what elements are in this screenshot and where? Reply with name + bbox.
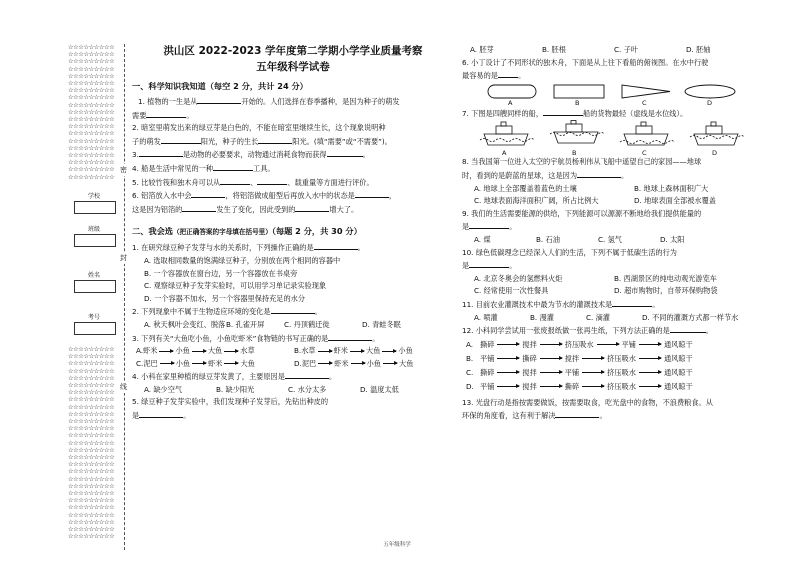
s2-question-7: 7. 下图是四艘同样的船， 船的货物最轻（虚线是水位线）。 <box>462 108 688 118</box>
option[interactable]: C. 观察绿豆种子发芽实验时，可以用学习单记录实验现象 <box>144 281 327 291</box>
class-field[interactable] <box>74 234 116 247</box>
process-chain-option[interactable] <box>466 366 780 380</box>
arrow-right-icon <box>224 351 238 352</box>
answer-blank[interactable] <box>213 162 253 171</box>
s2-q1-options <box>132 255 454 305</box>
arrow-right-icon <box>497 372 519 373</box>
option-letter: A. <box>466 339 474 349</box>
process-chain-option[interactable] <box>466 380 780 394</box>
answer-blank[interactable] <box>498 69 518 78</box>
s2-question-5: 5. 绿豆种子发芽实验中，我们发现种子发芽后，先钻出种皮的 是 。 <box>132 397 329 421</box>
process-step: 搅拌 <box>522 339 537 349</box>
option[interactable]: D. 太阳 <box>660 234 685 244</box>
arrow-right-icon <box>639 358 661 359</box>
arrow-right-icon <box>582 358 604 359</box>
option[interactable]: C. 子叶 <box>614 45 638 54</box>
food-chain-item: 虾米 <box>333 346 348 356</box>
binding-char-xian: 线 <box>120 383 127 391</box>
answer-blank[interactable] <box>271 305 315 314</box>
process-step: 挤压吸水 <box>607 381 636 391</box>
arrow-right-icon <box>383 363 397 364</box>
section1-heading: 一、科学知识我知道（每空 2 分，共计 24 分） <box>132 81 308 91</box>
answer-blank[interactable] <box>355 189 389 198</box>
boats-svg <box>462 120 780 156</box>
s1-question-4: 4. 船是生活中常见的一种 工具。 <box>132 163 275 173</box>
option[interactable]: D. 胚轴 <box>686 45 711 54</box>
arrow-right-icon <box>192 363 206 364</box>
process-step: 挤压吸水 <box>564 339 594 349</box>
s2-q10-options-row1 <box>462 273 780 286</box>
option[interactable]: C. 丹顶鹤迁徙 <box>284 319 330 329</box>
boat-label-c: C <box>642 149 647 158</box>
boat-c <box>620 122 674 145</box>
exam-number-label: 考号 <box>87 314 100 321</box>
arrow-right-icon <box>497 344 519 345</box>
process-step: 搅拌 <box>522 367 537 377</box>
option[interactable]: B. 孔雀开屏 <box>226 319 265 329</box>
s2-question-13: 13. 光盘行动是指按需要做饭，按需要取食，吃光盘中的食物，不浪费粮食。从 环保的角度看，这有利于解决 。 <box>462 397 713 421</box>
option-letter: D. <box>466 381 474 391</box>
answer-blank[interactable] <box>139 409 183 418</box>
food-chain-item: 水草 <box>301 346 316 356</box>
s1-question-3: 3. 是动物的必要要求，动物通过消耗食物而获得 。 <box>132 150 370 160</box>
answer-blank[interactable] <box>139 148 183 157</box>
boats-figure <box>462 120 780 156</box>
s2-question-6: 6. 小丁设计了不同形状的独木舟，下面是从上往下看船的俯视图。在水中行驶 最容易的是 。 <box>462 57 709 81</box>
process-step: 撕碎 <box>480 339 495 349</box>
s2-q9-options <box>462 234 780 247</box>
food-chain-item: 小鱼 <box>366 358 381 368</box>
process-step: 搅拌 <box>522 381 537 391</box>
s2-q8-options-row1 <box>462 183 780 196</box>
answer-blank[interactable] <box>555 409 599 418</box>
option-letter: B. <box>294 346 302 356</box>
answer-blank[interactable] <box>161 135 201 144</box>
process-step: 平铺 <box>480 381 495 391</box>
s2-q4-options <box>132 384 454 397</box>
s1-question-6: 6. 铝箔放入水中会 ，将铝箔做成船型后再放入水中的状态是 ， 这是因为铝箔的 发生了变化，因此受到的 增大了。 <box>132 191 397 214</box>
arrow-right-icon <box>224 363 238 364</box>
page-footer: 五年级科学 <box>383 542 411 548</box>
boat-label-b: B <box>572 149 577 158</box>
process-step: 通风晾干 <box>663 381 693 391</box>
option-letter: B. <box>466 353 474 363</box>
option-letter: C. <box>466 367 474 377</box>
option[interactable]: A. 秋天枫叶会变红、脱落 <box>144 319 226 329</box>
boat-b <box>550 121 604 144</box>
arrow-right-icon <box>540 372 562 373</box>
option[interactable]: A. 北京冬奥会的氢燃料火炬 <box>474 273 563 283</box>
option[interactable]: A. 喷灌 <box>474 312 498 322</box>
arrow-right-icon <box>159 351 173 352</box>
boat-label-d: D <box>712 149 718 158</box>
option[interactable]: D. 一个容器不加水，另一个容器里保持充足的水分 <box>144 293 306 303</box>
answer-blank[interactable] <box>314 241 358 250</box>
section2-heading: 二、我会选（把正确答案的字母填在括号里）（每题 2 分，共 30 分） <box>132 226 362 237</box>
arrow-right-icon <box>497 358 519 359</box>
food-chain-item: 泥巴 <box>301 358 317 368</box>
process-step: 挤压吸水 <box>607 367 636 377</box>
answer-blank[interactable] <box>146 109 186 118</box>
s2-question-9: 9. 我们的生活需要能源的供给，下列能源可以源源不断地给我们提供能量的 是 。 <box>462 208 702 232</box>
answer-blank[interactable] <box>258 135 292 144</box>
arrow-right-icon <box>582 372 604 373</box>
food-chain-item: 大鱼 <box>366 346 381 356</box>
arrow-right-icon <box>639 386 661 387</box>
boat-d <box>690 122 744 145</box>
option[interactable]: B. 胚根 <box>542 45 566 54</box>
canoe-shapes-figure <box>462 83 780 107</box>
answer-blank[interactable] <box>295 203 329 212</box>
answer-blank[interactable] <box>469 220 509 229</box>
left-column <box>132 44 454 423</box>
arrow-right-icon <box>160 363 174 364</box>
process-step: 平铺 <box>621 339 636 349</box>
food-chain-row <box>136 358 454 371</box>
option[interactable]: D. 地球表面全部被水覆盖 <box>634 196 716 206</box>
answer-blank[interactable] <box>328 332 372 341</box>
s1-question-1: 1. 植物的一生是从 开始的。人们选择在春季播种，是因为种子的萌发 需要 。 <box>132 97 400 120</box>
option[interactable]: B. 石油 <box>536 234 560 244</box>
s2-q12-options <box>462 338 780 394</box>
option[interactable]: A. 缺少空气 <box>144 384 183 394</box>
answer-blank[interactable] <box>285 370 329 379</box>
process-step: 撕碎 <box>480 367 495 377</box>
answer-blank[interactable] <box>670 324 706 333</box>
boat-label-a: A <box>502 149 507 158</box>
s2-q8-options-row2 <box>462 195 780 208</box>
process-step: 搅拌 <box>564 353 580 363</box>
answer-blank[interactable] <box>327 148 363 157</box>
option[interactable]: D. 不同的灌溉方式都一样节水 <box>642 312 739 322</box>
option-letter: A. <box>136 346 144 356</box>
shape-label-a: A <box>508 98 513 107</box>
process-chain-option[interactable] <box>466 352 780 366</box>
process-step: 撕碎 <box>564 381 580 391</box>
food-chain-item: 虾米 <box>208 358 223 368</box>
process-step: 通风晾干 <box>663 339 693 349</box>
shape-label-b: B <box>575 98 580 107</box>
option[interactable]: A. 胚芽 <box>470 45 494 54</box>
arrow-right-icon <box>639 344 661 345</box>
arrow-right-icon <box>497 386 519 387</box>
food-chain-item: 大鱼 <box>240 358 255 368</box>
name-field[interactable] <box>74 280 116 293</box>
option[interactable]: C. 滴灌 <box>586 312 610 322</box>
exam-title: 洪山区 2022-2023 学年度第二学期小学学业质量考察 <box>163 45 423 57</box>
answer-blank[interactable] <box>577 169 621 178</box>
food-chain-option[interactable] <box>294 345 452 358</box>
option-letter: C. <box>136 358 144 368</box>
arrow-right-icon <box>350 351 364 352</box>
s2-question-4: 4. 小科在家里种植的绿豆芽发黄了，主要原因是 。 <box>132 372 337 382</box>
star-border-bottom: ☆☆☆☆☆☆☆☆☆ ☆☆☆☆☆☆☆☆☆ ☆☆☆☆☆☆☆☆☆ ☆☆☆☆☆☆☆☆☆ ☆☆☆☆☆☆☆☆☆ ☆☆☆☆☆☆☆☆☆ ☆☆☆☆☆☆☆☆☆ ☆☆☆☆☆☆☆☆☆ ☆☆☆☆☆☆☆☆☆ ☆☆☆☆☆☆☆☆☆ ☆☆☆☆☆☆☆☆☆ ☆☆☆☆☆☆☆☆☆ ☆☆☆☆☆☆☆☆☆ ☆☆☆☆☆☆☆☆☆ ☆☆☆☆☆☆☆☆☆ ☆☆☆☆☆☆☆☆☆ ☆☆☆☆☆☆☆☆☆ ☆☆☆☆☆☆☆☆☆ ☆☆☆☆☆☆☆☆☆ ☆☆☆☆☆☆☆☆☆ ☆☆☆☆☆☆☆☆☆ ☆☆☆☆☆☆☆☆☆ ☆☆☆☆☆☆☆☆☆ ☆☆☆☆☆☆☆☆☆ ☆☆☆☆☆☆☆☆☆ ☆☆☆☆☆☆☆☆☆ ☆☆☆☆☆☆☆☆☆ <box>68 346 115 541</box>
boat-a <box>480 122 534 145</box>
answer-blank[interactable] <box>191 189 225 198</box>
answer-blank[interactable] <box>182 203 216 212</box>
option[interactable]: C. 经常使用一次性餐具 <box>474 286 549 296</box>
food-chain-item: 大鱼 <box>399 358 414 368</box>
food-chain-option[interactable] <box>136 345 294 358</box>
exam-number-field[interactable] <box>74 322 116 335</box>
process-step: 挤压吸水 <box>607 353 636 363</box>
option-letter: D. <box>294 358 302 368</box>
option[interactable]: B. 地球上森林面积广大 <box>634 183 709 193</box>
food-chain-item: 泥巴 <box>143 358 158 368</box>
food-chain-item: 小鱼 <box>398 346 413 356</box>
option[interactable]: B. 西湖景区的纯电动观光游览车 <box>614 273 717 283</box>
school-field[interactable] <box>74 201 116 214</box>
food-chain-item: 大鱼 <box>207 346 223 356</box>
arrow-right-icon <box>540 358 562 359</box>
s1-question-5: 5. 比较竹筏和独木舟可以从 、 、载重量等方面进行评价。 <box>132 177 374 187</box>
option[interactable]: D. 温度太低 <box>360 384 399 394</box>
process-step: 平铺 <box>564 367 580 377</box>
option[interactable]: A. 煤 <box>474 234 491 244</box>
arrow-right-icon <box>192 351 206 352</box>
process-step: 平铺 <box>480 353 495 363</box>
binding-line <box>124 44 125 550</box>
arrow-right-icon <box>318 351 332 352</box>
option[interactable]: A. 选取相同数量的饱满绿豆种子，分别放在两个相同的容器中 <box>144 255 341 265</box>
s2-q5-options <box>462 44 780 57</box>
s2-q3-options <box>132 345 454 370</box>
s2-question-1: 1. 在研究绿豆种子发芽与水的关系时，下列操作正确的是 。 <box>132 243 365 253</box>
s2-question-12: 12. 小科同学尝试用一张废报纸做一张再生纸，下列方法正确的是 。 <box>462 326 713 336</box>
option[interactable]: B. 一个容器放在窗台边，另一个容器放在书桌旁 <box>144 268 298 278</box>
food-chain-item: 虾米 <box>334 358 349 368</box>
name-label: 姓名 <box>87 272 100 279</box>
arrow-right-icon <box>540 344 562 345</box>
shape-label-d: D <box>707 98 713 107</box>
option[interactable]: C. 氢气 <box>598 234 622 244</box>
process-chain-option[interactable] <box>466 338 780 352</box>
binding-char-mi: 密 <box>120 166 127 174</box>
option[interactable]: C. 地球表面海洋面积广阔，所占比例大 <box>474 196 599 206</box>
s2-question-2: 2. 下列现象中不属于生物适应环境的变化是 。 <box>132 307 322 317</box>
star-border-top: ☆☆☆☆☆☆☆☆☆ ☆☆☆☆☆☆☆☆☆ ☆☆☆☆☆☆☆☆☆ ☆☆☆☆☆☆☆☆☆ ☆☆☆☆☆☆☆☆☆ ☆☆☆☆☆☆☆☆☆ ☆☆☆☆☆☆☆☆☆ ☆☆☆☆☆☆☆☆☆ ☆☆☆☆☆☆☆☆☆ ☆☆☆☆☆☆☆☆☆ ☆☆☆☆☆☆☆☆☆ ☆☆☆☆☆☆☆☆☆ ☆☆☆☆☆☆☆☆☆ ☆☆☆☆☆☆☆☆☆ ☆☆☆☆☆☆☆☆☆ ☆☆☆☆☆☆☆☆☆ ☆☆☆☆☆☆☆☆☆ ☆☆☆☆☆☆☆☆☆ ☆☆☆☆☆☆☆☆☆ <box>68 44 115 181</box>
food-chain-item: 小鱼 <box>175 346 190 356</box>
arrow-right-icon <box>540 386 562 387</box>
process-step: 撕碎 <box>522 353 537 363</box>
arrow-right-icon <box>351 363 365 364</box>
answer-blank[interactable] <box>612 298 652 307</box>
food-chain-item: 水草 <box>240 346 255 356</box>
arrow-right-icon <box>318 363 332 364</box>
option[interactable]: B. 漫灌 <box>530 312 554 322</box>
s1-question-2: 2. 暗室里萌发出来的绿豆芽是白色的，不能在暗室里继续生长，这个现象说明种 子的萌发 阳光，种子的生长 阳光。(填“需要”或“不需要”)。 <box>132 123 392 146</box>
option[interactable]: D. 青蛙冬眠 <box>362 319 401 329</box>
s2-q10-options-row2 <box>462 285 780 298</box>
s2-question-11: 11. 目前农业灌溉技术中最为节水的灌溉技术是 。 <box>462 299 660 309</box>
arrow-right-icon <box>639 372 661 373</box>
food-chain-item: 小鱼 <box>175 358 191 368</box>
shape-label-c: C <box>642 98 647 107</box>
s2-question-10: 10. 绿色低碳理念已经深入人们的生活，下列不属于低碳生活的行为 是 。 <box>462 247 677 271</box>
right-column <box>462 44 780 423</box>
food-chain-option[interactable] <box>136 358 294 371</box>
binding-strip <box>64 44 130 550</box>
arrow-right-icon <box>597 344 619 345</box>
s2-question-8: 8. 当我国第一位进入太空的宇航员杨利伟从飞船中遥望自己的家园——地球 时，看到的是蔚蓝的星球，这是因为 。 <box>462 157 702 180</box>
class-label: 班级 <box>87 226 100 233</box>
food-chain-row <box>136 345 454 358</box>
school-label: 学校 <box>87 193 100 200</box>
process-step: 通风晾干 <box>663 353 693 363</box>
process-step: 通风晾干 <box>663 367 693 377</box>
answer-blank[interactable] <box>220 176 250 185</box>
s2-q11-options <box>462 312 780 325</box>
s2-q2-options <box>132 319 454 332</box>
exam-subtitle: 五年级科学试卷 <box>256 61 330 73</box>
s2-question-3: 3. 下列有关“大鱼吃小鱼，小鱼吃虾米”食物链的书写正确的是 。 <box>132 333 380 343</box>
option[interactable]: D. 超市购物时，自带环保购物袋 <box>614 286 718 296</box>
option[interactable]: B. 缺少阳光 <box>216 384 255 394</box>
answer-blank[interactable] <box>257 176 287 185</box>
binding-char-feng: 封 <box>120 254 127 262</box>
answer-blank[interactable] <box>469 259 509 268</box>
arrow-right-icon <box>382 351 396 352</box>
arrow-right-icon <box>582 386 604 387</box>
food-chain-option[interactable] <box>294 358 452 371</box>
food-chain-item: 虾米 <box>143 346 158 356</box>
answer-blank[interactable] <box>197 95 241 104</box>
option[interactable]: A. 地球上全部覆盖着蓝色的土壤 <box>474 183 577 193</box>
option[interactable]: C. 水分太多 <box>288 384 327 394</box>
